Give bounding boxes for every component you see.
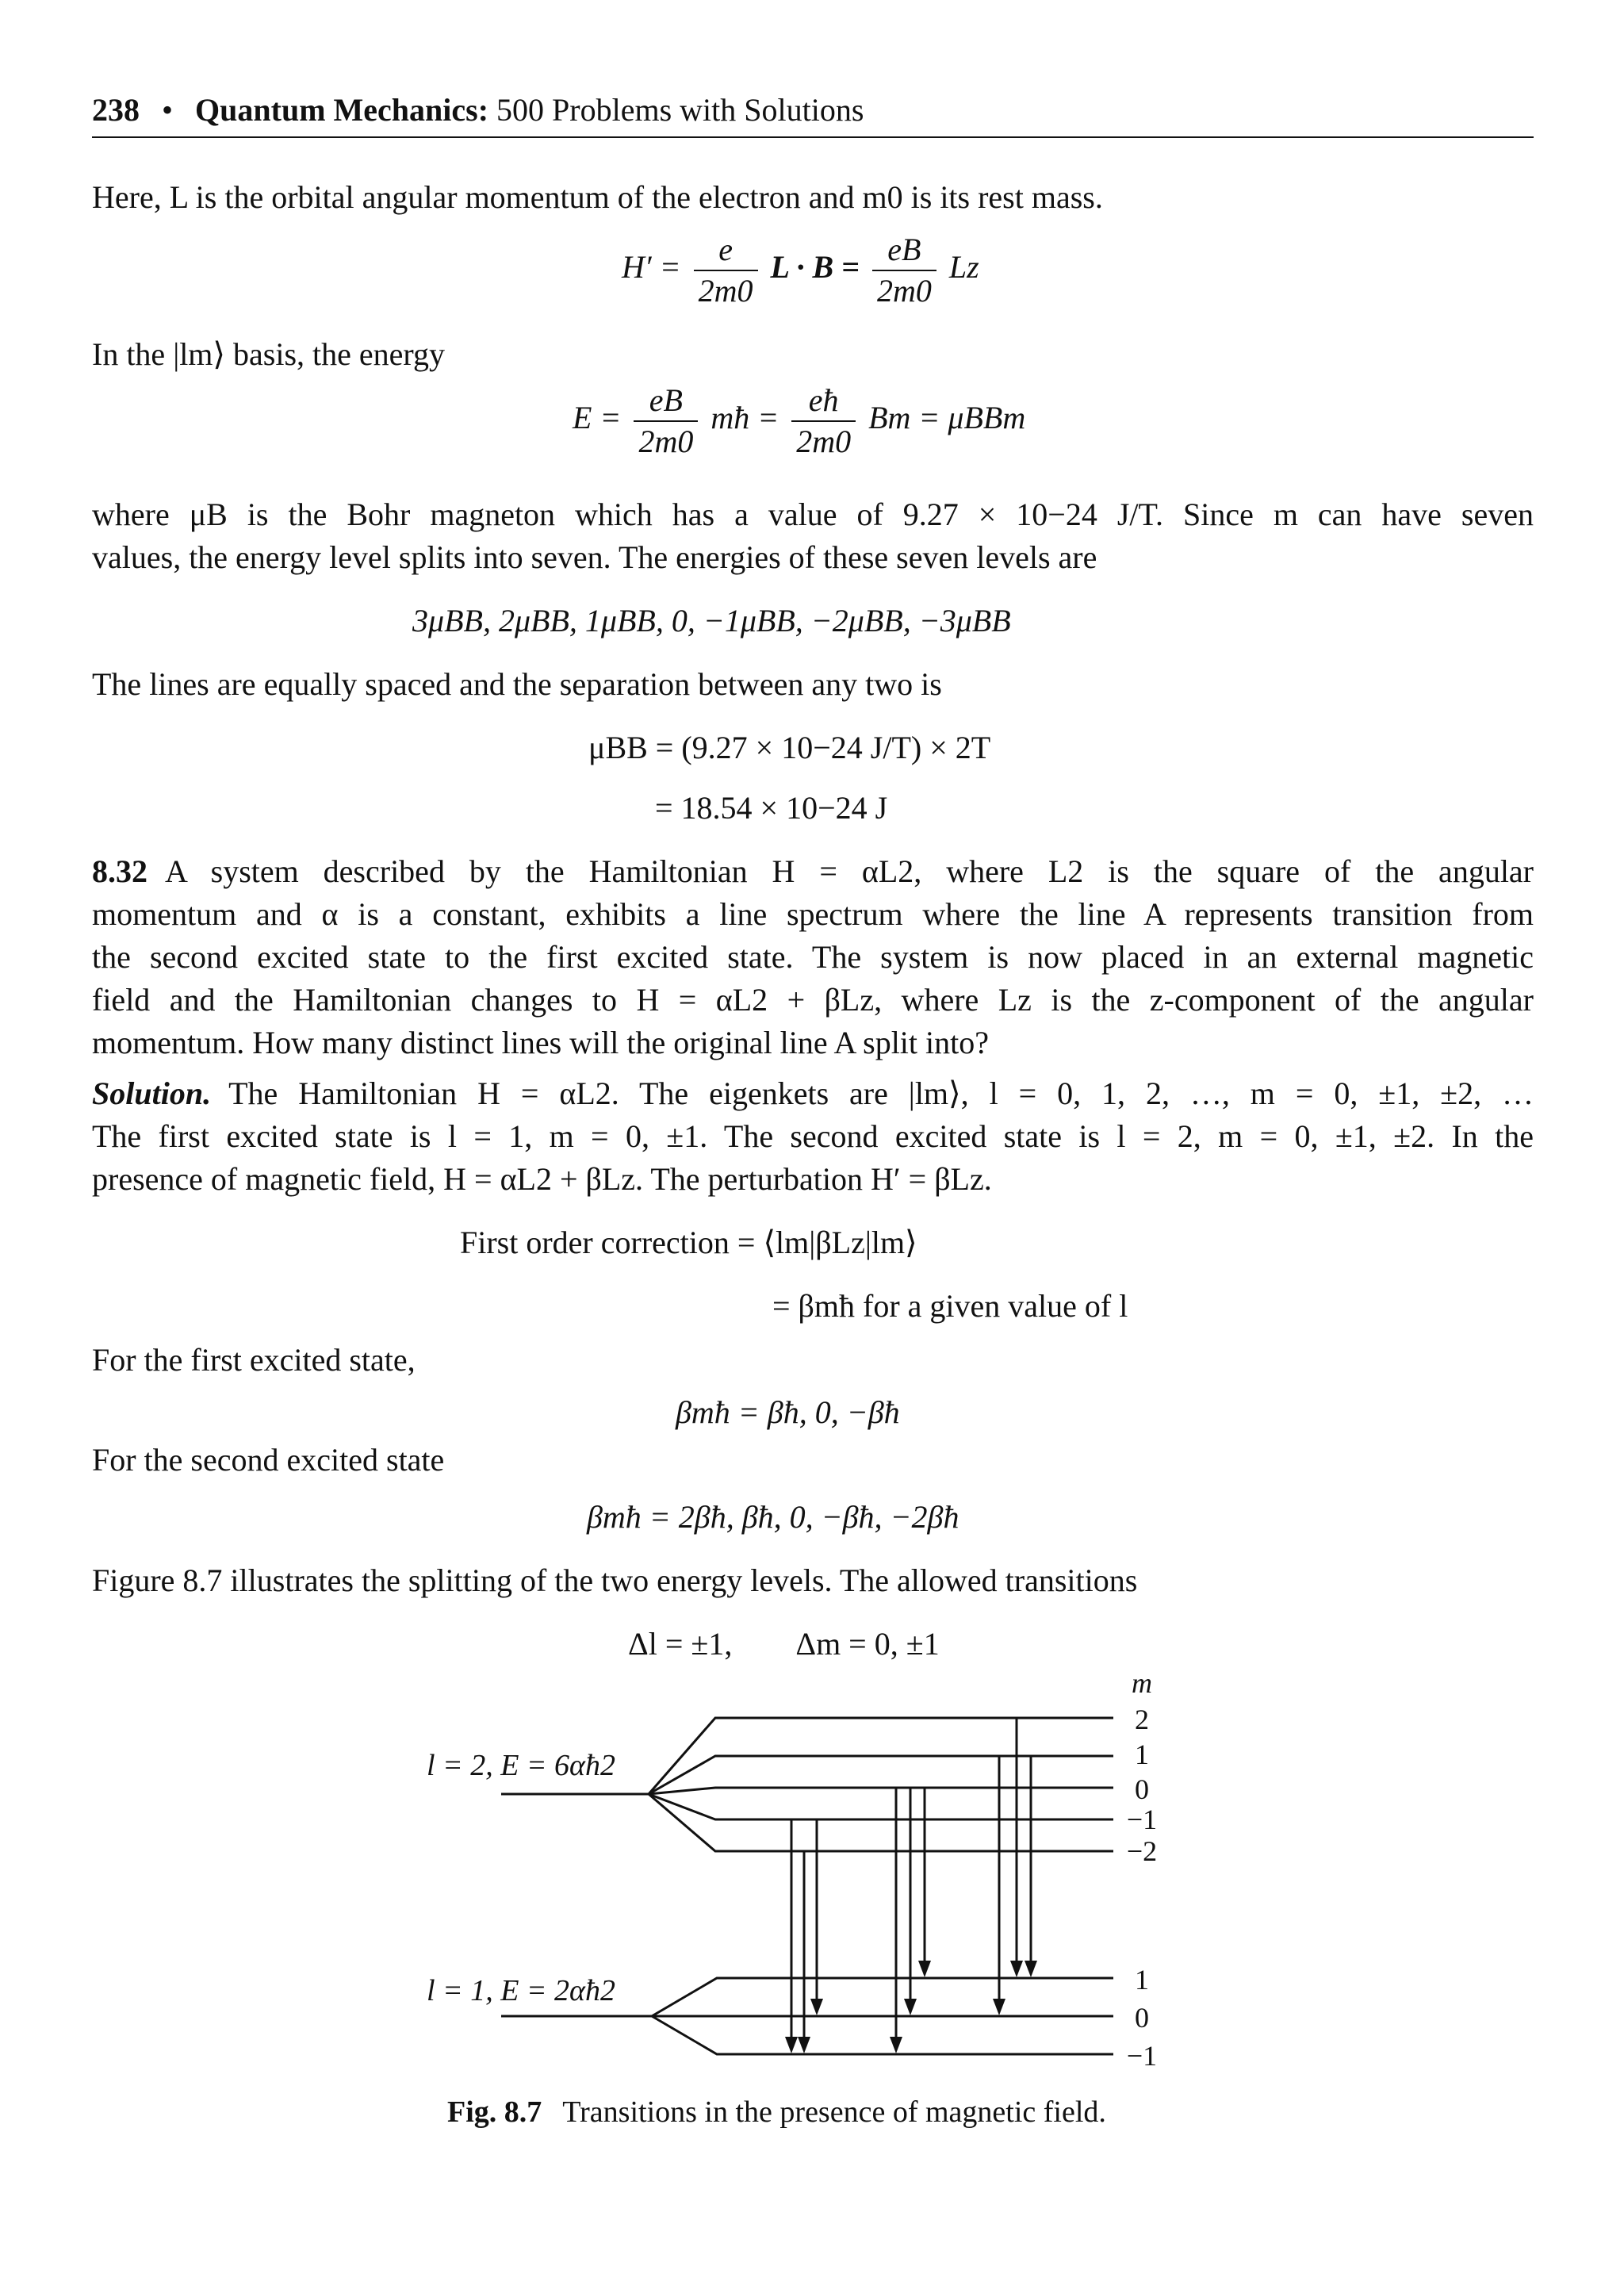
transition-arrowhead-4: [890, 2037, 902, 2053]
sol-line-3: presence of magnetic field, H = αL2 + βLz. The perturbation H′ = βLz.: [92, 1161, 992, 1197]
lower-split-m1: [652, 1978, 1113, 2016]
fig-intro-text: Figure 8.7 illustrates the splitting of the two energy levels. The allowed transitions: [92, 1562, 1138, 1598]
eq-energy-f1-den: 2m0: [638, 424, 694, 459]
here-line-text: Here, L is the orbital angular momentum of the electron and m0 is its rest mass.: [92, 179, 1103, 215]
transition-arrowhead-5: [904, 1999, 917, 2015]
lower-level-label: l = 1, E = 2αħ2: [427, 1974, 616, 2007]
energies-text: 3μBB, 2μBB, 1μBB, 0, −1μBB, −2μBB, −3μBB: [412, 603, 1011, 638]
foc-1-text: First order correction = ⟨lm|βLz|lm⟩: [460, 1225, 917, 1260]
problem-number: 8.32: [92, 853, 147, 889]
eq-hprime-f1-den: 2m0: [698, 273, 753, 309]
figure-caption: [447, 2091, 1106, 2134]
lower-m-value-2: −1: [1126, 2040, 1158, 2072]
where-line-2: values, the energy level splits into seven. The energies of these seven levels are: [92, 539, 1097, 575]
p832-line-3: the second excited state to the first excited state. The system is now placed in an external magnetic: [92, 939, 1534, 975]
equal-line-text: The lines are equally spaced and the separation between any two is: [92, 666, 942, 702]
lower-m-value-1: 0: [1135, 2002, 1149, 2034]
upper-m-value-3: −1: [1126, 1804, 1158, 1835]
solution-label: Solution.: [92, 1075, 212, 1111]
upper-split-mm2: [649, 1794, 1113, 1851]
book-title-bold: Quantum Mechanics:: [195, 92, 489, 128]
eq-hprime-mid: L · B =: [770, 249, 860, 286]
book-title-rest: 500 Problems with Solutions: [488, 92, 864, 128]
selection-text: Δl = ±1, Δm = 0, ±1: [628, 1626, 940, 1662]
lower-m-value-0: 1: [1135, 1964, 1149, 1996]
eq-hprime-lhs: H′ =: [622, 249, 681, 286]
upper-level-label: l = 2, E = 6αħ2: [427, 1749, 616, 1782]
eq-hprime-f2-num: eB: [872, 230, 936, 271]
eq-hprime-f1-num: e: [694, 230, 758, 271]
transition-arrowhead-7: [993, 1999, 1005, 2015]
eq-energy-lhs: E =: [573, 400, 622, 436]
eq-hprime-rhs: Lz: [948, 249, 979, 286]
basis-line-text: In the |lm⟩ basis, the energy: [92, 336, 445, 372]
eq-energy-f1-num: eB: [634, 381, 698, 422]
first-excited-text: For the first excited state,: [92, 1342, 416, 1378]
eq-energy-rhs: Bm = μBBm: [868, 400, 1026, 436]
transition-arrows: [785, 1718, 1037, 2053]
upper-m-value-4: −2: [1126, 1835, 1158, 1867]
p832-line-2: momentum and α is a constant, exhibits a line spectrum where the line A represents transition from: [92, 896, 1534, 932]
foc-2-text: = βmħ for a given value of l: [772, 1288, 1128, 1324]
eq-energy-mid: mħ =: [710, 400, 779, 436]
upper-m-value-2: 0: [1135, 1773, 1149, 1805]
second-vals-text: βmħ = 2βħ, βħ, 0, −βħ, −2βħ: [587, 1499, 959, 1535]
eq-energy-f2-num: eħ: [791, 381, 856, 422]
m-header-label: m: [1132, 1667, 1152, 1699]
p832-line-5: momentum. How many distinct lines will the original line A split into?: [92, 1025, 990, 1060]
header-bullet: •: [162, 92, 174, 128]
where-line-1: where μB is the Bohr magneton which has a value of 9.27 × 10−24 J/T. Since m can have seven: [92, 496, 1534, 532]
eq-hprime-f2-den: 2m0: [876, 273, 932, 309]
sol-line-1-text: The Hamiltonian H = αL2. The eigenkets are |lm⟩, l = 0, 1, 2, …, m = 0, ±1, ±2, …: [228, 1075, 1534, 1111]
transition-arrowhead-3: [810, 1999, 823, 2015]
upper-split-mm1: [649, 1794, 1113, 1819]
transition-arrowhead-9: [1025, 1961, 1037, 1977]
caption-text: Transitions in the presence of magnetic field.: [562, 2095, 1106, 2129]
page-number: 238: [92, 92, 140, 128]
first-vals-text: βmħ = βħ, 0, −βħ: [676, 1394, 900, 1430]
transition-arrowhead-2: [798, 2037, 810, 2053]
second-excited-text: For the second excited state: [92, 1442, 445, 1478]
transition-arrowhead-6: [918, 1961, 931, 1977]
sep-1-text: μBB = (9.27 × 10−24 J/T) × 2T: [588, 730, 991, 765]
upper-m-value-1: 1: [1135, 1739, 1149, 1770]
caption-label: Fig. 8.7: [447, 2095, 542, 2129]
transition-arrowhead-1: [785, 2037, 798, 2053]
eq-energy-f2-den: 2m0: [796, 424, 852, 459]
upper-m-value-0: 2: [1135, 1704, 1149, 1735]
upper-split-m0: [649, 1788, 1113, 1794]
sep-2-text: = 18.54 × 10−24 J: [655, 790, 888, 826]
p832-line-4: field and the Hamiltonian changes to H = αL2 + βLz, where Lz is the z-component of the angular: [92, 982, 1534, 1018]
p832-line-1-text: A system described by the Hamiltonian H = αL2, where L2 is the square of the angular: [165, 853, 1534, 889]
transition-arrowhead-8: [1010, 1961, 1023, 1977]
lower-split-mm1: [652, 2016, 1113, 2054]
sol-line-2: The first excited state is l = 1, m = 0, ±1. The second excited state is l = 2, m = 0, ±1, ±2. In the: [92, 1118, 1534, 1154]
